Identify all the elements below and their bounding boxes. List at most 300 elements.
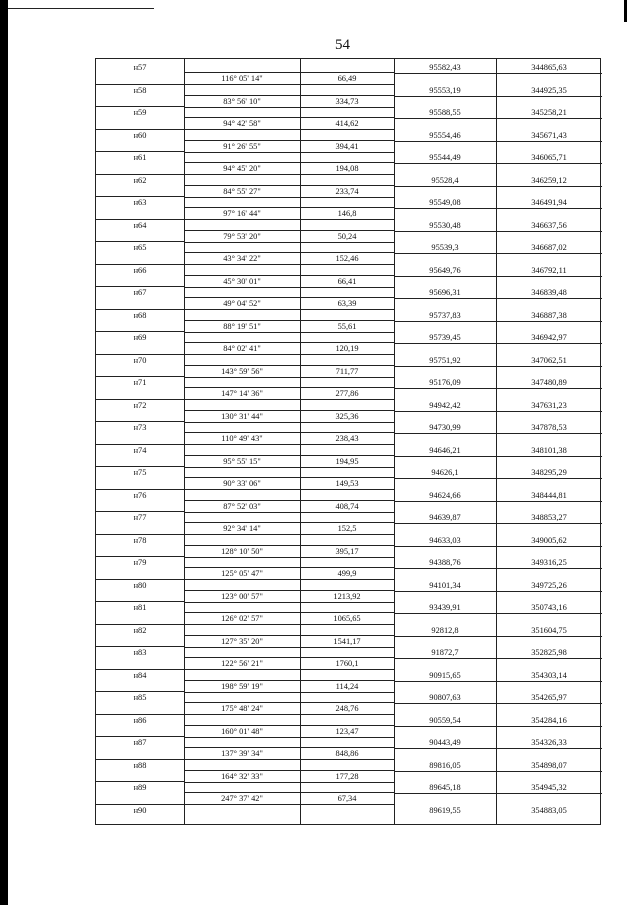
point-number: н82: [133, 625, 147, 635]
direction-angle: 49° 04' 52": [223, 299, 261, 308]
row-line: [394, 591, 602, 592]
y-coordinate: 346637,56: [531, 220, 567, 230]
y-coordinate: 346887,38: [531, 310, 567, 320]
y-coordinate: 348444,81: [531, 490, 567, 500]
point-number: н73: [133, 423, 147, 432]
row-line: [96, 466, 184, 467]
x-coordinate: 89619,55: [429, 805, 461, 815]
point-number: н62: [133, 175, 147, 185]
segment-line: [184, 747, 394, 748]
y-coordinate: 347878,53: [531, 423, 567, 432]
segment-line: [184, 230, 394, 231]
segment-line: [184, 185, 394, 186]
point-number: н85: [133, 693, 147, 702]
row-line: [96, 691, 184, 692]
segment-line: [184, 275, 394, 276]
x-coordinate: 95176,09: [429, 378, 461, 387]
row-line: [394, 388, 602, 389]
x-coordinate: 92812,8: [431, 625, 459, 635]
row-line: [394, 186, 602, 187]
point-number: н70: [133, 355, 147, 365]
row-line: [394, 321, 602, 322]
segment-length: 238,43: [335, 434, 359, 443]
segment-line: [184, 174, 394, 175]
y-coordinate: 351604,75: [531, 625, 567, 635]
page-number: 54: [335, 37, 350, 53]
x-coordinate: 95696,31: [429, 288, 461, 297]
x-coordinate: 95751,92: [429, 355, 461, 365]
segment-length: 325,36: [335, 411, 359, 421]
y-coordinate: 354265,97: [531, 693, 567, 702]
y-coordinate: 349005,62: [531, 535, 567, 545]
point-number: н61: [133, 153, 147, 162]
x-coordinate: 90443,49: [429, 738, 461, 747]
scan-line-top: [8, 8, 154, 9]
segment-length: 394,41: [335, 141, 359, 151]
x-coordinate: 95539,3: [431, 243, 459, 252]
point-number: н83: [133, 648, 147, 657]
segment-line: [184, 287, 394, 288]
segment-length: 248,76: [335, 704, 359, 713]
x-coordinate: 90807,63: [429, 693, 461, 702]
segment-line: [184, 567, 394, 568]
segment-line: [184, 579, 394, 580]
segment-line: [184, 692, 394, 693]
segment-line: [184, 770, 394, 771]
x-coordinate: 95553,19: [429, 85, 461, 95]
segment-line: [184, 387, 394, 388]
row-line: [394, 793, 602, 794]
row-line: [394, 73, 602, 74]
row-line: [394, 703, 602, 704]
row-line: [394, 276, 602, 277]
coordinates-table: [95, 58, 601, 825]
point-number: н69: [133, 333, 147, 342]
segment-length: 711,77: [335, 366, 359, 376]
direction-angle: 127° 35' 20": [221, 636, 263, 646]
segment-length: 1213,92: [333, 591, 361, 601]
x-coordinate: 95549,08: [429, 198, 461, 207]
segment-line: [184, 399, 394, 400]
row-line: [394, 253, 602, 254]
segment-line: [184, 107, 394, 108]
row-line: [96, 759, 184, 760]
direction-angle: 123° 00' 57": [221, 591, 263, 601]
segment-length: 66,49: [337, 74, 357, 83]
segment-line: [184, 207, 394, 208]
point-number: н89: [133, 783, 147, 792]
segment-length: 149,53: [335, 479, 359, 488]
row-line: [96, 106, 184, 107]
row-line: [394, 231, 602, 232]
segment-line: [184, 252, 394, 253]
x-coordinate: 94624,66: [429, 490, 461, 500]
point-number: н87: [133, 738, 147, 747]
row-line: [394, 478, 602, 479]
row-line: [394, 546, 602, 547]
y-coordinate: 354303,14: [531, 670, 567, 680]
direction-angle: 91° 26' 55": [223, 141, 261, 151]
segment-line: [184, 354, 394, 355]
direction-angle: 95° 55' 15": [223, 456, 261, 466]
direction-angle: 247° 37' 42": [221, 794, 263, 803]
segment-line: [184, 140, 394, 141]
segment-line: [184, 422, 394, 423]
direction-angle: 160° 01' 48": [221, 726, 263, 736]
segment-line: [184, 365, 394, 366]
y-coordinate: 346259,12: [531, 175, 567, 185]
segment-line: [184, 332, 394, 333]
row-line: [96, 196, 184, 197]
y-coordinate: 347631,23: [531, 400, 567, 410]
row-line: [96, 556, 184, 557]
x-coordinate: 93439,91: [429, 603, 461, 612]
segment-line: [184, 129, 394, 130]
segment-line: [184, 759, 394, 760]
x-coordinate: 94101,34: [429, 580, 461, 590]
point-number: н84: [133, 670, 147, 680]
segment-length: 499,9: [337, 569, 357, 578]
segment-line: [184, 477, 394, 478]
point-number: н64: [133, 220, 147, 230]
segment-length: 50,24: [337, 231, 357, 241]
row-line: [394, 523, 602, 524]
segment-line: [184, 792, 394, 793]
y-coordinate: 349725,26: [531, 580, 567, 590]
column-divider: [394, 59, 395, 824]
row-line: [394, 96, 602, 97]
row-line: [96, 489, 184, 490]
y-coordinate: 347480,89: [531, 378, 567, 387]
segment-line: [184, 647, 394, 648]
direction-angle: 110° 49' 43": [221, 434, 263, 443]
row-line: [394, 726, 602, 727]
y-coordinate: 344865,63: [531, 63, 567, 72]
x-coordinate: 95554,46: [429, 130, 461, 140]
point-number: н66: [133, 265, 147, 275]
segment-length: 414,62: [335, 119, 359, 128]
segment-line: [184, 612, 394, 613]
y-coordinate: 346839,48: [531, 288, 567, 297]
direction-angle: 122° 56' 21": [221, 659, 263, 668]
segment-length: 1065,65: [333, 614, 361, 623]
segment-line: [184, 219, 394, 220]
direction-angle: 45° 30' 01": [223, 276, 261, 286]
y-coordinate: 348853,27: [531, 513, 567, 522]
point-number: н67: [133, 288, 147, 297]
segment-line: [184, 264, 394, 265]
x-coordinate: 95737,83: [429, 310, 461, 320]
segment-line: [184, 680, 394, 681]
x-coordinate: 95582,43: [429, 63, 461, 72]
row-line: [394, 636, 602, 637]
x-coordinate: 95528,4: [431, 175, 459, 185]
direction-angle: 125° 05' 47": [221, 569, 263, 578]
column-divider: [496, 59, 497, 824]
direction-angle: 84° 55' 27": [223, 186, 261, 196]
y-coordinate: 347062,51: [531, 355, 567, 365]
row-line: [96, 84, 184, 85]
x-coordinate: 95530,48: [429, 220, 461, 230]
segment-length: 67,34: [337, 794, 357, 803]
point-number: н81: [133, 603, 147, 612]
row-line: [96, 309, 184, 310]
segment-length: 114,24: [335, 681, 359, 691]
segment-line: [184, 545, 394, 546]
segment-line: [184, 297, 394, 298]
row-line: [394, 771, 602, 772]
segment-line: [184, 84, 394, 85]
point-number: н57: [133, 63, 147, 72]
segment-line: [184, 522, 394, 523]
segment-line: [184, 309, 394, 310]
row-line: [394, 658, 602, 659]
segment-line: [184, 512, 394, 513]
row-line: [96, 444, 184, 445]
point-number: н71: [133, 378, 147, 387]
direction-angle: 87° 52' 03": [223, 501, 261, 511]
direction-angle: 198° 59' 19": [221, 681, 263, 691]
segment-length: 63,39: [337, 299, 357, 308]
row-line: [96, 646, 184, 647]
segment-line: [184, 602, 394, 603]
segment-line: [184, 410, 394, 411]
y-coordinate: 354945,32: [531, 783, 567, 792]
point-number: н59: [133, 108, 147, 117]
point-number: н58: [133, 85, 147, 95]
direction-angle: 116° 05' 14": [221, 74, 263, 83]
segment-length: 408,74: [335, 501, 359, 511]
x-coordinate: 94626,1: [431, 468, 459, 477]
segment-line: [184, 342, 394, 343]
row-line: [96, 579, 184, 580]
direction-angle: 43° 34' 22": [223, 254, 261, 263]
segment-length: 152,46: [335, 254, 359, 263]
x-coordinate: 90559,54: [429, 715, 461, 725]
row-line: [96, 421, 184, 422]
segment-line: [184, 72, 394, 73]
y-coordinate: 348101,38: [531, 445, 567, 455]
direction-angle: 164° 32' 33": [221, 771, 263, 781]
row-line: [394, 456, 602, 457]
row-line: [96, 286, 184, 287]
x-coordinate: 94646,21: [429, 445, 461, 455]
row-line: [96, 264, 184, 265]
y-coordinate: 346687,02: [531, 243, 567, 252]
y-coordinate: 346792,11: [531, 265, 567, 275]
y-coordinate: 346942,97: [531, 333, 567, 342]
direction-angle: 94° 42' 58": [223, 119, 261, 128]
point-number: н78: [133, 535, 147, 545]
segment-line: [184, 117, 394, 118]
x-coordinate: 95739,45: [429, 333, 461, 342]
row-line: [96, 241, 184, 242]
segment-line: [184, 669, 394, 670]
direction-angle: 88° 19' 51": [223, 321, 261, 331]
point-number: н72: [133, 400, 147, 410]
direction-angle: 175° 48' 24": [221, 704, 263, 713]
point-number: н63: [133, 198, 147, 207]
segment-line: [184, 624, 394, 625]
row-line: [394, 411, 602, 412]
row-line: [96, 331, 184, 332]
x-coordinate: 95649,76: [429, 265, 461, 275]
direction-angle: 92° 34' 14": [223, 524, 261, 533]
direction-angle: 90° 33' 06": [223, 479, 261, 488]
segment-length: 848,86: [335, 749, 359, 758]
direction-angle: 128° 10' 50": [221, 546, 263, 556]
y-coordinate: 346491,94: [531, 198, 567, 207]
direction-angle: 97° 16' 44": [223, 209, 261, 218]
direction-angle: 79° 53' 20": [223, 231, 261, 241]
direction-angle: 147° 14' 36": [221, 389, 263, 398]
segment-length: 177,28: [335, 771, 359, 781]
row-line: [96, 601, 184, 602]
y-coordinate: 354883,05: [531, 805, 567, 815]
x-coordinate: 94639,87: [429, 513, 461, 522]
point-number: н90: [133, 805, 147, 815]
x-coordinate: 95588,55: [429, 108, 461, 117]
row-line: [394, 118, 602, 119]
y-coordinate: 345258,21: [531, 108, 567, 117]
point-number: н65: [133, 243, 147, 252]
segment-line: [184, 702, 394, 703]
y-coordinate: 352825,98: [531, 648, 567, 657]
segment-line: [184, 557, 394, 558]
point-number: н77: [133, 513, 147, 522]
point-number: н75: [133, 468, 147, 477]
scan-mark-right: [624, 0, 627, 22]
row-line: [96, 399, 184, 400]
row-line: [394, 748, 602, 749]
y-coordinate: 346065,71: [531, 153, 567, 162]
segment-line: [184, 377, 394, 378]
x-coordinate: 89645,18: [429, 783, 461, 792]
segment-line: [184, 444, 394, 445]
row-line: [96, 624, 184, 625]
scan-border-left: [0, 0, 8, 905]
x-coordinate: 89816,05: [429, 760, 461, 770]
y-coordinate: 344925,35: [531, 85, 567, 95]
x-coordinate: 94388,76: [429, 558, 461, 567]
segment-length: 334,73: [335, 96, 359, 106]
segment-length: 120,19: [335, 344, 359, 353]
row-line: [394, 343, 602, 344]
point-number: н68: [133, 310, 147, 320]
point-number: н80: [133, 580, 147, 590]
segment-line: [184, 725, 394, 726]
row-line: [96, 534, 184, 535]
segment-length: 233,74: [335, 186, 359, 196]
segment-line: [184, 635, 394, 636]
segment-length: 1760,1: [335, 659, 359, 668]
row-line: [96, 781, 184, 782]
segment-line: [184, 432, 394, 433]
segment-line: [184, 455, 394, 456]
direction-angle: 84° 02' 41": [223, 344, 261, 353]
segment-line: [184, 242, 394, 243]
row-line: [394, 681, 602, 682]
segment-length: 395,17: [335, 546, 359, 556]
segment-line: [184, 467, 394, 468]
row-line: [394, 298, 602, 299]
direction-angle: 143° 59' 56": [221, 366, 263, 376]
segment-length: 123,47: [335, 726, 359, 736]
row-line: [96, 174, 184, 175]
x-coordinate: 90915,65: [429, 670, 461, 680]
point-number: н79: [133, 558, 147, 567]
y-coordinate: 348295,29: [531, 468, 567, 477]
x-coordinate: 94633,03: [429, 535, 461, 545]
y-coordinate: 354898,07: [531, 760, 567, 770]
segment-line: [184, 197, 394, 198]
segment-length: 55,61: [337, 321, 357, 331]
point-number: н86: [133, 715, 147, 725]
y-coordinate: 354326,33: [531, 738, 567, 747]
row-line: [96, 714, 184, 715]
y-coordinate: 350743,16: [531, 603, 567, 612]
segment-line: [184, 534, 394, 535]
segment-length: 194,95: [335, 456, 359, 466]
segment-line: [184, 500, 394, 501]
row-line: [394, 208, 602, 209]
segment-length: 1541,17: [333, 636, 361, 646]
segment-length: 194,08: [335, 164, 359, 173]
x-coordinate: 95544,49: [429, 153, 461, 162]
direction-angle: 126° 02' 57": [221, 614, 263, 623]
row-line: [96, 669, 184, 670]
direction-angle: 137° 39' 34": [221, 749, 263, 758]
row-line: [394, 163, 602, 164]
row-line: [96, 151, 184, 152]
point-number: н76: [133, 490, 147, 500]
row-line: [96, 511, 184, 512]
segment-length: 66,41: [337, 276, 357, 286]
direction-angle: 83° 56' 10": [223, 96, 261, 106]
segment-line: [184, 489, 394, 490]
row-line: [394, 366, 602, 367]
point-number: н88: [133, 760, 147, 770]
row-line: [96, 219, 184, 220]
point-number: н74: [133, 445, 147, 455]
direction-angle: 94° 45' 20": [223, 164, 261, 173]
row-line: [96, 804, 184, 805]
row-line: [394, 433, 602, 434]
x-coordinate: 94730,99: [429, 423, 461, 432]
segment-length: 277,86: [335, 389, 359, 398]
row-line: [394, 613, 602, 614]
segment-line: [184, 714, 394, 715]
row-line: [394, 141, 602, 142]
x-coordinate: 91872,7: [431, 648, 459, 657]
point-number: н60: [133, 130, 147, 140]
y-coordinate: 345671,43: [531, 130, 567, 140]
x-coordinate: 94942,42: [429, 400, 461, 410]
segment-line: [184, 804, 394, 805]
row-line: [96, 736, 184, 737]
row-line: [96, 129, 184, 130]
segment-length: 146,8: [337, 209, 357, 218]
segment-line: [184, 657, 394, 658]
row-line: [394, 568, 602, 569]
segment-line: [184, 782, 394, 783]
segment-line: [184, 590, 394, 591]
direction-angle: 130° 31' 44": [221, 411, 263, 421]
segment-line: [184, 152, 394, 153]
segment-line: [184, 162, 394, 163]
row-line: [394, 501, 602, 502]
row-line: [96, 376, 184, 377]
